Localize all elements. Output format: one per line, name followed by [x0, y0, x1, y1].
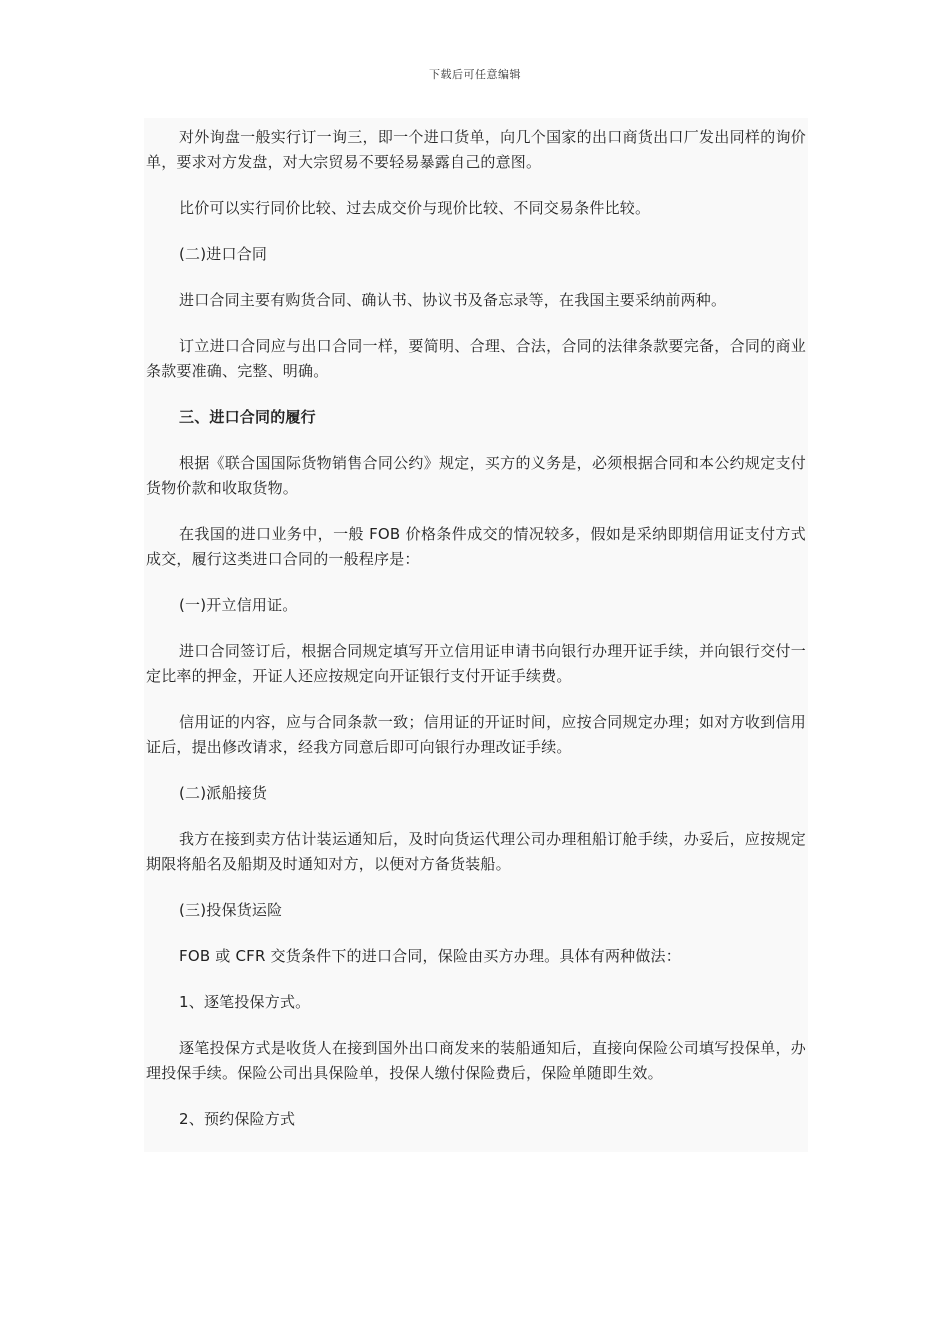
paragraph-inquiry: 对外询盘一般实行订一询三，即一个进口货单，向几个国家的出口商货出口厂发出同样的询价单，要求对方发盘，对大宗贸易不要轻易暴露自己的意图。: [146, 128, 806, 171]
section-heading-ship-dispatch: (二)派船接货: [179, 784, 268, 802]
page-header-note: 下载后可任意编辑: [429, 68, 521, 81]
section-heading-import-contract: (二)进口合同: [179, 245, 268, 263]
document-body: [144, 118, 808, 1152]
paragraph-insurance-terms: FOB 或 CFR 交货条件下的进口合同，保险由买方办理。具体有两种做法：: [179, 947, 681, 965]
section-heading-open-lc: (一)开立信用证。: [179, 596, 298, 614]
section-heading-performance: 三、进口合同的履行: [179, 408, 316, 426]
paragraph-shipping-notice: 我方在接到卖方估计装运通知后，及时向货运代理公司办理租船订舱手续，办妥后，应按规定期限将船名及船期及时通知对方，以便对方备货装船。: [146, 830, 806, 873]
paragraph-price-comparison: 比价可以实行同价比较、过去成交价与现价比较、不同交易条件比较。: [179, 199, 651, 217]
paragraph-contract-requirements: 订立进口合同应与出口合同一样，要简明、合理、合法，合同的法律条款要完备，合同的商业条款要准确、完整、明确。: [146, 337, 806, 380]
paragraph-buyer-obligations: 根据《联合国国际货物销售合同公约》规定，买方的义务是，必须根据合同和本公约规定支付货物价款和收取货物。: [146, 454, 806, 497]
paragraph-per-shipment-insurance: 逐笔投保方式是收货人在接到国外出口商发来的装船通知后，直接向保险公司填写投保单，办理投保手续。保险公司出具保险单，投保人缴付保险费后，保险单随即生效。: [146, 1039, 806, 1082]
paragraph-fob-procedure: 在我国的进口业务中，一般 FOB 价格条件成交的情况较多，假如是采纳即期信用证支付方式成交，履行这类进口合同的一般程序是：: [146, 525, 806, 568]
paragraph-contract-types: 进口合同主要有购货合同、确认书、协议书及备忘录等，在我国主要采纳前两种。: [179, 291, 727, 309]
section-heading-insurance: (三)投保货运险: [179, 901, 283, 919]
subheading-per-shipment-insurance: 1、逐笔投保方式。: [179, 993, 311, 1011]
paragraph-lc-application: 进口合同签订后，根据合同规定填写开立信用证申请书向银行办理开证手续，并向银行交付一定比率的押金，开证人还应按规定向开证银行支付开证手续费。: [146, 642, 806, 685]
paragraph-lc-content: 信用证的内容，应与合同条款一致；信用证的开证时间，应按合同规定办理；如对方收到信用证后，提出修改请求，经我方同意后即可向银行办理改证手续。: [146, 713, 806, 756]
subheading-open-cover-insurance: 2、预约保险方式: [179, 1110, 296, 1128]
